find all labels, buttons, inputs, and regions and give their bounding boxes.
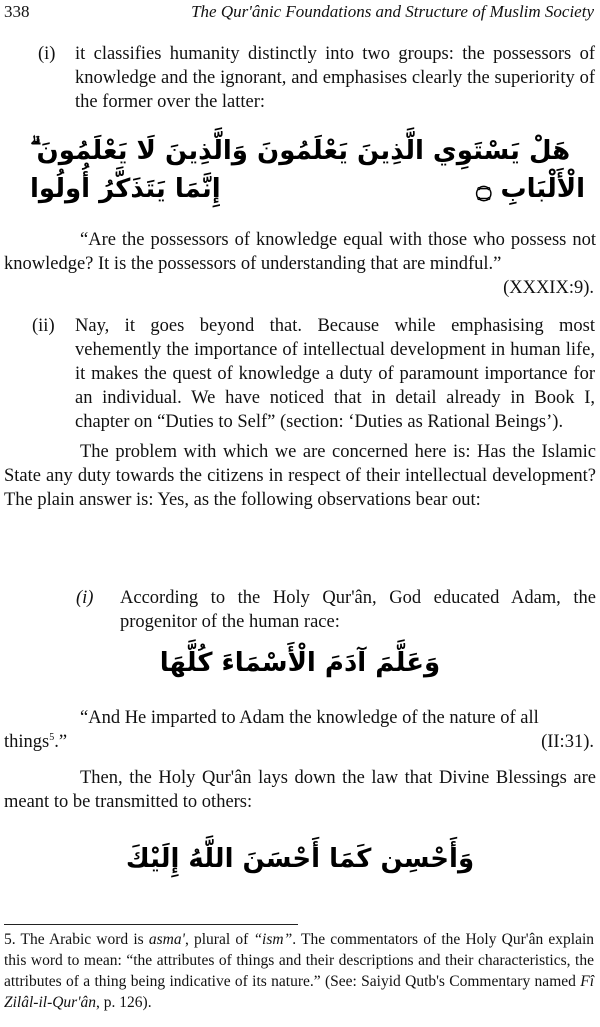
footnote-work-title: Fî Zilâl-il-Qur'ân (4, 973, 595, 1011)
arabic-verse-2: وَعَلَّمَ آدَمَ الْأَسْمَاءَ كُلَّهَا (159, 648, 441, 678)
running-header (4, 2, 594, 24)
footnote-text-b: , plural of (184, 931, 249, 948)
translation-quote-1: “Are the possessors of knowledge equal with those who possess not knowledge? It is the possessors of understanding that are mindful.” (4, 230, 596, 274)
verse-reference-1: (XXXIX:9). (503, 278, 594, 298)
arabic-verse-3: وَأَحْسِن كَمَا أَحْسَنَ اللَّهُ إِلَيْكَ (125, 844, 475, 874)
footnote-divider (4, 924, 298, 925)
footnote-number: 5. (4, 931, 16, 948)
footnote-text-a: The Arabic word is (20, 931, 144, 948)
running-title: The Qur'ânic Foundations and Structure of Muslim Society (191, 2, 594, 21)
footnote-text-c: . The commentators of the Holy Qur'ân explain this word to mean: “the attributes of things and their descriptions and their characteristics, the attributes of a thing being indicative of its nature.” (See: Saiyid Qutb's Commentary named (4, 931, 595, 990)
item-label-ii: (ii) (32, 316, 55, 336)
page-number: 338 (4, 2, 30, 21)
footnote-word-ism: “ism” (253, 931, 293, 948)
verse-reference-2: (II:31). (541, 732, 594, 752)
item-i-text: it classifies humanity distinctly into two groups: the possessors of knowledge and the ignorant, and emphasises clearly the superiority of the former over the latter: (75, 44, 595, 112)
translation-quote-2-end: .” (54, 732, 68, 752)
item-ii-text: Nay, it goes beyond that. Because while emphasising most vehemently the importance of intellectual development in human life, it makes the quest of knowledge a duty of paramount importance for an individual. We have noticed that in detail already in Book I, chapter on “Duties to Self” (section: ‘Duties as Rational Beings’). (75, 316, 595, 432)
sub-item-label-i: (i) (76, 588, 94, 608)
arabic-verse-1-line-1: هَلْ يَسْتَوِي الَّذِينَ يَعْلَمُونَ وَالَّذِينَ لَا يَعْلَمُونَ ۗ إِنَّمَا يَتَذَكَّرُ أُولُوا (30, 136, 571, 204)
translation-quote-2 (4, 706, 596, 754)
footnote-marker: 5 (49, 731, 55, 743)
item-label-i: (i) (38, 44, 56, 64)
footnote-word-asma: asma' (148, 931, 185, 948)
sub-item-i-text: According to the Holy Qur'ân, God educated Adam, the progenitor of the human race: (120, 588, 596, 632)
paragraph-problem: The problem with which we are concerned here is: Has the Islamic State any duty towards the citizens in respect of their intellectual development? The plain answer is: Yes, as the following observations bear out: (4, 442, 596, 510)
footnote-5 (4, 929, 594, 1013)
translation-quote-2-text: “And He imparted to Adam the knowledge of the nature of all things (4, 708, 539, 752)
arabic-verse-1-line-2: الْأَلْبَابِ ۝ (476, 174, 585, 204)
paragraph-then: Then, the Holy Qur'ân lays down the law that Divine Blessings are meant to be transmitted to others: (4, 768, 596, 812)
footnote-text-d: , p. 126). (96, 994, 152, 1011)
